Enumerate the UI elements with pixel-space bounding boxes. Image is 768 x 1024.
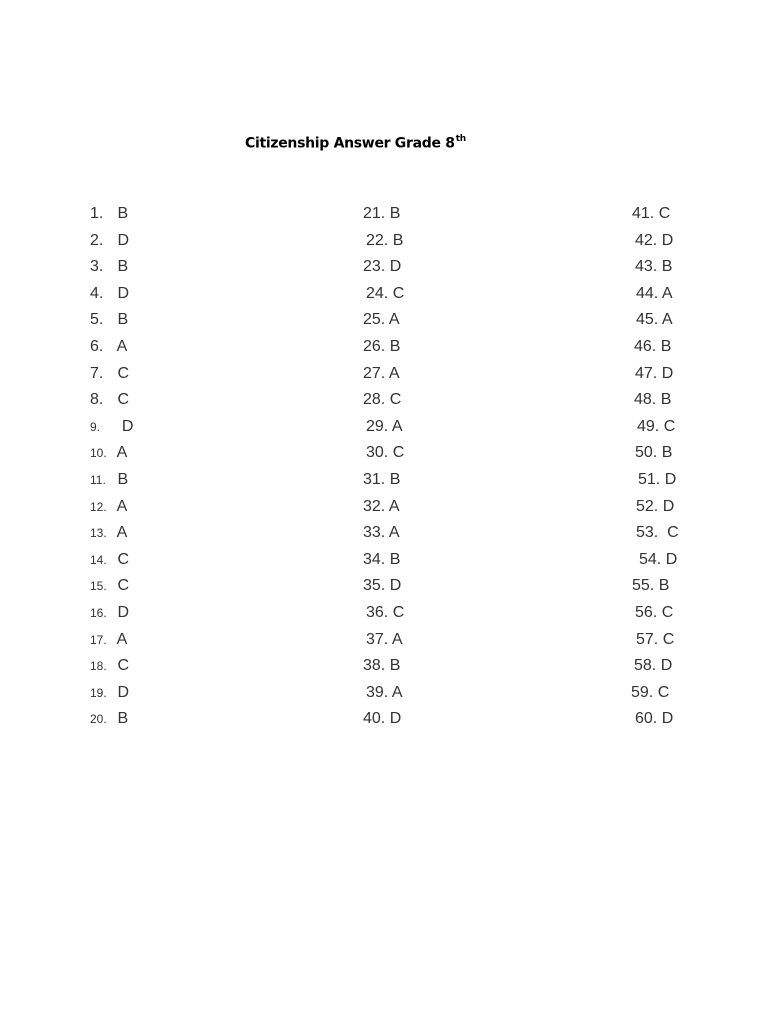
question-number: 24. [366,284,389,302]
answer-item [635,706,679,733]
question-number: 29. [366,417,389,435]
answer-item [635,254,679,281]
question-number: 3. [90,258,104,276]
answer-letter: C [667,524,679,542]
question-number: 56. [635,603,658,621]
answer-item [366,281,404,308]
question-number: 1. [90,205,104,222]
answer-item [90,600,133,627]
answer-letter: D [389,710,402,728]
answer-item [90,680,133,707]
answer-letter: D [117,683,130,701]
question-number: 30. [366,444,389,462]
answer-item [634,387,679,414]
answer-item [632,573,679,600]
answer-item [634,653,679,680]
question-number: 8. [90,391,104,409]
answer-letter: A [116,444,128,462]
answer-item [636,307,679,334]
answer-item [635,440,679,467]
answer-item [90,573,133,600]
answer-letter: D [664,470,677,488]
answer-item [363,307,404,334]
answer-letter: A [391,417,403,435]
answer-item [363,573,404,600]
answer-letter: C [663,417,676,435]
question-number: 2. [90,231,104,249]
question-number: 19. [90,685,107,700]
question-number: 40. [363,710,386,728]
answer-letter: A [661,284,673,302]
answer-item [363,706,404,733]
answer-letter: B [392,231,404,249]
question-number: 57. [636,630,659,648]
question-number: 31. [363,470,386,488]
answer-item [366,680,404,707]
question-number: 38. [363,657,386,675]
question-number: 14. [90,552,107,567]
answer-letter: D [117,231,130,249]
answer-item [90,520,133,547]
question-number: 53. [636,524,659,542]
answer-letter: C [392,603,405,621]
answer-item [90,201,133,228]
question-number: 11. [90,472,106,487]
question-number: 48. [634,391,657,409]
question-number: 52. [636,497,659,515]
question-number: 58. [634,657,657,675]
answer-item [366,627,404,654]
answer-item [90,653,133,680]
answer-letter: C [117,550,130,568]
answer-item [90,627,133,654]
answer-letter: C [392,444,405,462]
question-number: 5. [90,311,104,329]
answer-letter: C [662,630,675,648]
answer-letter: D [661,710,674,728]
question-number: 44. [636,284,659,302]
answer-letter: A [388,524,400,542]
answer-letter: B [389,205,401,222]
answer-letter: D [662,497,675,515]
question-number: 18. [90,659,107,674]
question-number: 16. [90,605,107,620]
answer-item [363,494,404,521]
answer-item [90,494,133,521]
question-number: 12. [90,499,107,514]
question-number: 47. [635,364,658,382]
answer-column-2 [363,201,404,733]
question-number: 50. [635,444,658,462]
answer-letter: B [661,444,673,462]
answer-item [636,627,679,654]
answer-letter: D [661,364,674,382]
answer-letter: A [116,630,128,648]
answer-item [637,414,679,441]
answer-item [363,254,404,281]
question-number: 33. [363,524,386,542]
question-number: 10. [90,446,107,461]
question-number: 46. [634,337,657,355]
question-number: 25. [363,311,386,329]
answer-item [366,600,404,627]
answer-letter: A [391,630,403,648]
answer-item [631,680,679,707]
answer-letter: A [388,497,400,515]
answer-letter: A [116,337,128,355]
answer-letter: B [660,391,672,409]
question-number: 36. [366,603,389,621]
answer-item [90,440,133,467]
answer-letter: A [661,311,673,329]
answer-item [366,228,404,255]
answer-letter: B [389,550,401,568]
answer-item [366,414,404,441]
answer-item [638,467,679,494]
answer-item [363,387,404,414]
answer-item [363,653,404,680]
answer-item [363,201,404,228]
question-number: 6. [90,337,104,355]
answer-item [90,281,133,308]
answer-letter: A [116,497,128,515]
question-number: 26. [363,337,386,355]
answer-item [363,334,404,361]
answer-column-1 [90,201,133,733]
answer-letter: B [389,657,401,675]
answer-letter: B [117,311,129,329]
answer-letter: C [117,391,130,409]
title-text: Citizenship Answer Grade 8 [245,135,455,152]
answer-letter: A [388,364,400,382]
answer-item [90,254,133,281]
answer-letter: A [391,683,403,701]
question-number: 51. [638,470,661,488]
question-number: 13. [90,526,107,541]
answer-item [363,547,404,574]
answer-column-3 [632,201,679,733]
answer-item [635,228,679,255]
answer-letter: C [661,603,674,621]
answer-item [363,520,404,547]
answer-item [363,467,404,494]
answer-item [90,547,133,574]
question-number: 54. [639,550,662,568]
title-superscript: th [455,134,466,144]
question-number: 20. [90,712,107,727]
answer-letter: B [389,337,401,355]
answer-letter: D [661,231,674,249]
answer-item [90,467,133,494]
question-number: 21. [363,205,386,222]
question-number: 7. [90,364,104,382]
answer-item [90,706,133,733]
answer-letter: B [117,205,129,222]
answer-letter: B [660,337,672,355]
answer-item [639,547,679,574]
question-number: 39. [366,683,389,701]
answer-item [363,361,404,388]
answer-letter: B [117,470,129,488]
answer-letter: D [117,284,130,302]
answer-item [90,361,133,388]
question-number: 17. [90,632,107,647]
answer-item [90,228,133,255]
question-number: 60. [635,710,658,728]
answer-letter: B [658,577,670,595]
answer-item [90,387,133,414]
answer-item [635,361,679,388]
page-title [245,135,466,152]
answer-item [636,494,679,521]
question-number: 34. [363,550,386,568]
answer-letter: C [117,657,130,675]
answer-item [635,600,679,627]
answer-letter: D [389,577,402,595]
answer-letter: C [657,683,670,701]
answer-item [636,520,679,547]
answer-item [90,414,133,441]
answer-item [366,440,404,467]
answer-letter: A [116,524,128,542]
answer-item [90,307,133,334]
question-number: 32. [363,497,386,515]
question-number: 59. [631,683,654,701]
answer-letter: C [117,577,130,595]
answer-letter: B [661,258,673,276]
answer-letter: B [389,470,401,488]
question-number: 15. [90,579,107,594]
question-number: 22. [366,231,389,249]
question-number: 23. [363,258,386,276]
answer-letter: C [392,284,405,302]
question-number: 49. [637,417,660,435]
question-number: 37. [366,630,389,648]
answer-letter: A [388,311,400,329]
question-number: 28. [363,391,386,409]
answer-letter: D [660,657,673,675]
answer-letter: B [117,710,129,728]
answer-letter: D [665,550,678,568]
question-number: 4. [90,284,104,302]
question-number: 45. [636,311,659,329]
answer-letter: C [658,205,671,222]
question-number: 35. [363,577,386,595]
answer-item [634,334,679,361]
question-number: 42. [635,231,658,249]
answer-item [90,334,133,361]
answer-letter: D [389,258,402,276]
answer-letter: B [117,258,129,276]
question-number: 9. [90,419,101,434]
answer-letter: C [117,364,130,382]
answer-letter: D [121,417,134,435]
question-number: 41. [632,205,655,222]
question-number: 43. [635,258,658,276]
answer-item [636,281,679,308]
question-number: 55. [632,577,655,595]
answer-item [632,201,679,228]
answer-letter: D [117,603,130,621]
question-number: 27. [363,364,386,382]
answer-letter: C [389,391,402,409]
